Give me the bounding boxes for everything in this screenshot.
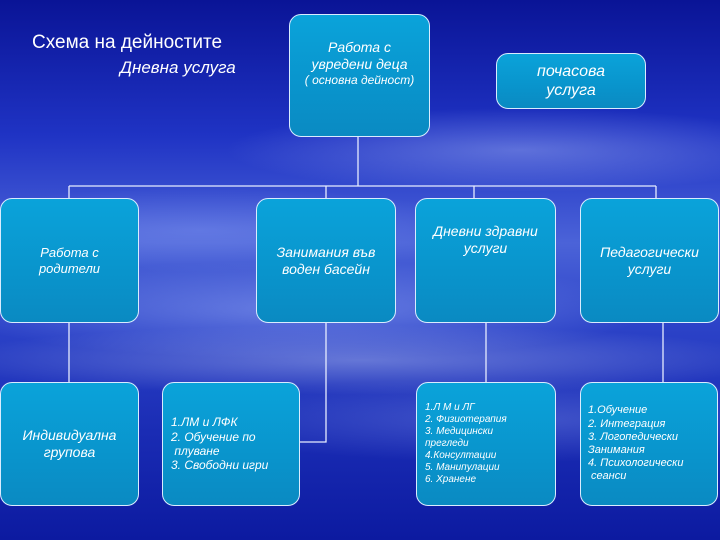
link-pool-list [300, 323, 326, 442]
pedagogical-services-line-2: услуги [627, 260, 672, 277]
pool-activities-list [162, 382, 300, 506]
disabled-children-line-1: Работа с [328, 39, 391, 55]
hourly-service-node [496, 53, 646, 109]
pedagogy-list-item-3: 3. Логопедически [588, 430, 679, 443]
parents-work-line-2: родители [38, 260, 101, 276]
pedagogy-list-item-2: 2. Интеграция [588, 417, 666, 430]
individual-group-line-1: Индивидуална [22, 427, 117, 444]
disabled-children-line-2: увредени деца [311, 55, 408, 72]
daily-service-label [120, 58, 236, 78]
health-list-item-2: 2. Физиотерапия [425, 414, 507, 425]
pool-list-item-4: 3. Свободни игри [171, 458, 269, 473]
health-services-line-2: услуги [463, 239, 508, 256]
health-list-item-3: 3. Медицински [425, 426, 494, 437]
pool-activities-line-2: воден басейн [282, 260, 370, 277]
hourly-service-line-2: услуга [546, 82, 596, 99]
disabled-children-node [289, 14, 430, 137]
individual-group-node [0, 382, 139, 506]
disabled-children-line-3: ( основна дейност) [304, 72, 415, 87]
pedagogical-services-list [580, 382, 718, 506]
daily-service-line-1: Дневна [120, 58, 179, 77]
slide-title: Схема на дейностите [32, 32, 223, 53]
pool-list-item-3: плуване [171, 444, 220, 458]
daily-service-line-2: услуга [183, 58, 236, 77]
pedagogy-list-item-4: Занимания [588, 444, 645, 456]
pool-list-item-2: 2. Обучение по [171, 429, 256, 444]
parents-work-line-1: Работа с [40, 244, 99, 260]
pedagogy-list-item-5: 4. Психологически [588, 457, 684, 470]
health-services-line-1: Дневни здравни [433, 223, 538, 239]
pool-activities-line-1: Занимания във [276, 243, 376, 260]
health-list-item-1: 1.Л М и ЛГ [425, 402, 475, 413]
parents-work-node [0, 198, 139, 323]
pool-list-item-1: 1.ЛМ и ЛФК [171, 415, 238, 430]
pedagogical-services-line-1: Педагогически [600, 243, 699, 260]
individual-group-line-2: групова [43, 444, 96, 460]
health-services-list [416, 382, 556, 506]
pool-activities-node [256, 198, 396, 323]
health-list-item-4: прегледи [425, 438, 469, 449]
pedagogy-list-item-1: 1.Обучение [588, 404, 648, 417]
health-list-item-5: 4.Консултации [425, 450, 497, 461]
pedagogy-list-item-6: сеанси [588, 470, 627, 483]
health-list-item-6: 5. Манипулации [425, 462, 500, 473]
health-list-item-7: 6. Хранене [425, 474, 477, 485]
hourly-service-line-1: почасова [537, 62, 605, 80]
pedagogical-services-node [580, 198, 719, 323]
health-services-node [415, 198, 556, 323]
